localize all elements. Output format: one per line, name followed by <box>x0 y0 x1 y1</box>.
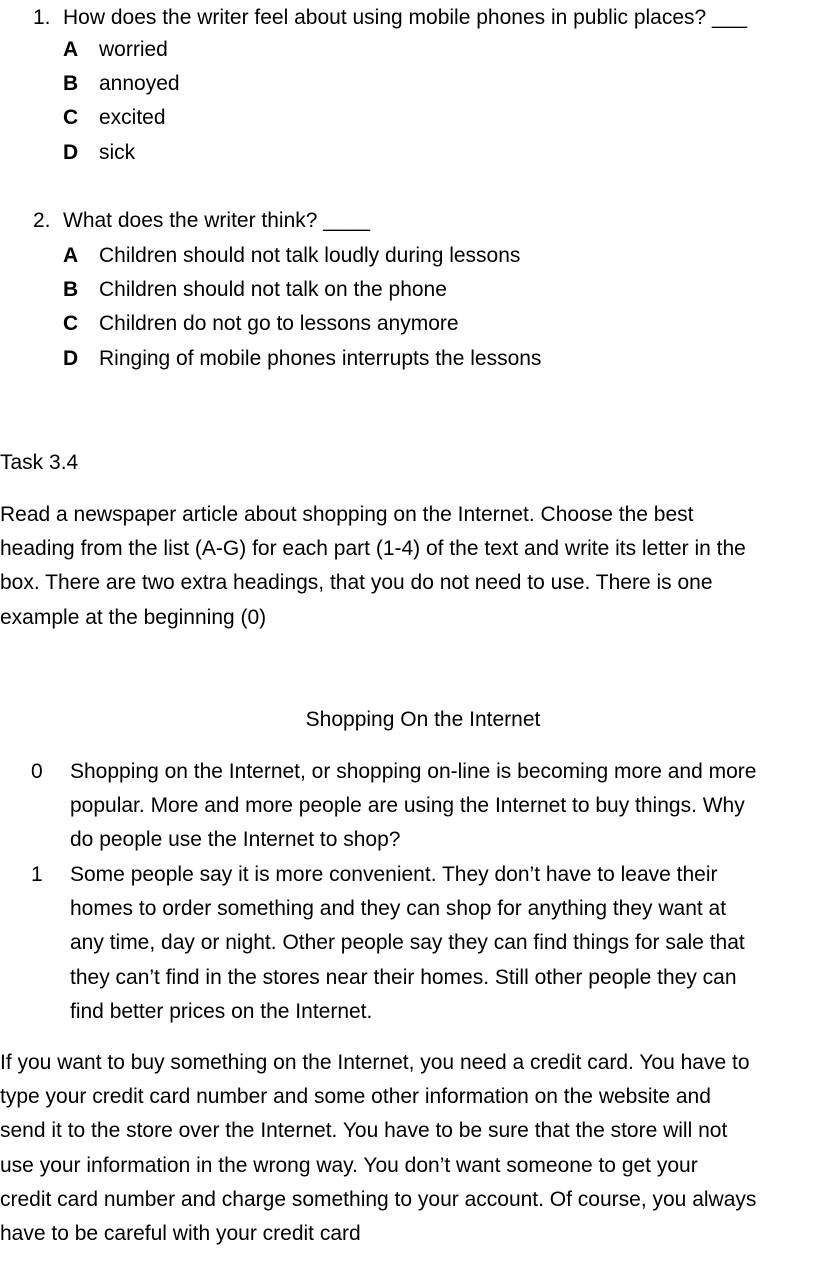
answer-option[interactable] <box>63 67 180 101</box>
answer-option[interactable] <box>63 33 168 67</box>
task-heading: Task 3.4 <box>0 451 79 474</box>
option-text: excited <box>99 106 166 129</box>
option-text: worried <box>99 38 168 61</box>
part-text <box>70 755 756 858</box>
paragraph-line: type your credit card number and some other information on the website and <box>0 1085 711 1109</box>
task-instructions <box>0 498 816 635</box>
answer-option[interactable] <box>63 101 166 135</box>
question-stem <box>33 204 370 238</box>
paragraph-line: have to be careful with your credit card <box>0 1221 361 1245</box>
paragraph-line: send it to the store over the Internet. You have to be sure that the store will not <box>0 1119 728 1143</box>
part-text <box>70 858 745 1029</box>
paragraph-line: credit card number and charge something to your account. Of course, you always <box>0 1187 757 1211</box>
option-letter: D <box>63 141 79 164</box>
option-letter: B <box>63 72 79 95</box>
instruction-line: Read a newspaper article about shopping on the Internet. Choose the best <box>0 503 694 526</box>
option-letter: A <box>63 244 79 267</box>
option-text: annoyed <box>99 72 180 95</box>
option-text: Children should not talk on the phone <box>99 278 447 301</box>
article-title: Shopping On the Internet <box>305 708 541 731</box>
part-line: find better prices on the Internet. <box>70 999 373 1023</box>
part-line: Shopping on the Internet, or shopping on-line is becoming more and more <box>70 760 757 783</box>
answer-option[interactable] <box>63 342 541 376</box>
part-line: they can’t find in the stores near their homes. Still other people they can <box>70 965 737 989</box>
option-letter: B <box>63 278 79 301</box>
instruction-line: heading from the list (A-G) for each part (1-4) of the text and write its letter in the <box>0 537 746 561</box>
answer-option[interactable] <box>63 136 135 170</box>
question-text: What does the writer think? ____ <box>63 209 371 232</box>
answer-option[interactable] <box>63 307 459 341</box>
paragraph-line: use your information in the wrong way. You don’t want someone to get your <box>0 1153 698 1177</box>
option-letter: A <box>63 38 79 61</box>
option-letter: C <box>63 106 79 129</box>
question-number: 1. <box>33 6 51 29</box>
option-text: Children do not go to lessons anymore <box>99 312 459 335</box>
part-line: Some people say it is more convenient. They don’t have to leave their <box>70 863 718 886</box>
question-stem <box>33 1 747 35</box>
option-letter: C <box>63 312 79 335</box>
paragraph-line: If you want to buy something on the Internet, you need a credit card. You have to <box>0 1051 750 1074</box>
instruction-line: box. There are two extra headings, that you do not need to use. There is one <box>0 571 713 595</box>
question-text: How does the writer feel about using mobile phones in public places? ___ <box>63 6 748 29</box>
part-number: 0 <box>31 760 43 783</box>
part-line: any time, day or night. Other people say they can find things for sale that <box>70 931 745 955</box>
option-text: Children should not talk loudly during lessons <box>99 244 521 267</box>
option-text: Ringing of mobile phones interrupts the lessons <box>99 347 542 370</box>
answer-option[interactable] <box>63 239 520 273</box>
question-number: 2. <box>33 209 51 232</box>
part-number: 1 <box>31 863 43 886</box>
part-line: popular. More and more people are using the Internet to buy things. Why <box>70 794 745 818</box>
part-line: homes to order something and they can shop for anything they want at <box>70 897 727 921</box>
part-line: do people use the Internet to shop? <box>70 828 401 852</box>
answer-option[interactable] <box>63 273 447 307</box>
option-letter: D <box>63 347 79 370</box>
article-paragraph <box>0 1046 816 1251</box>
instruction-line: example at the beginning (0) <box>0 605 267 629</box>
option-text: sick <box>99 141 136 164</box>
